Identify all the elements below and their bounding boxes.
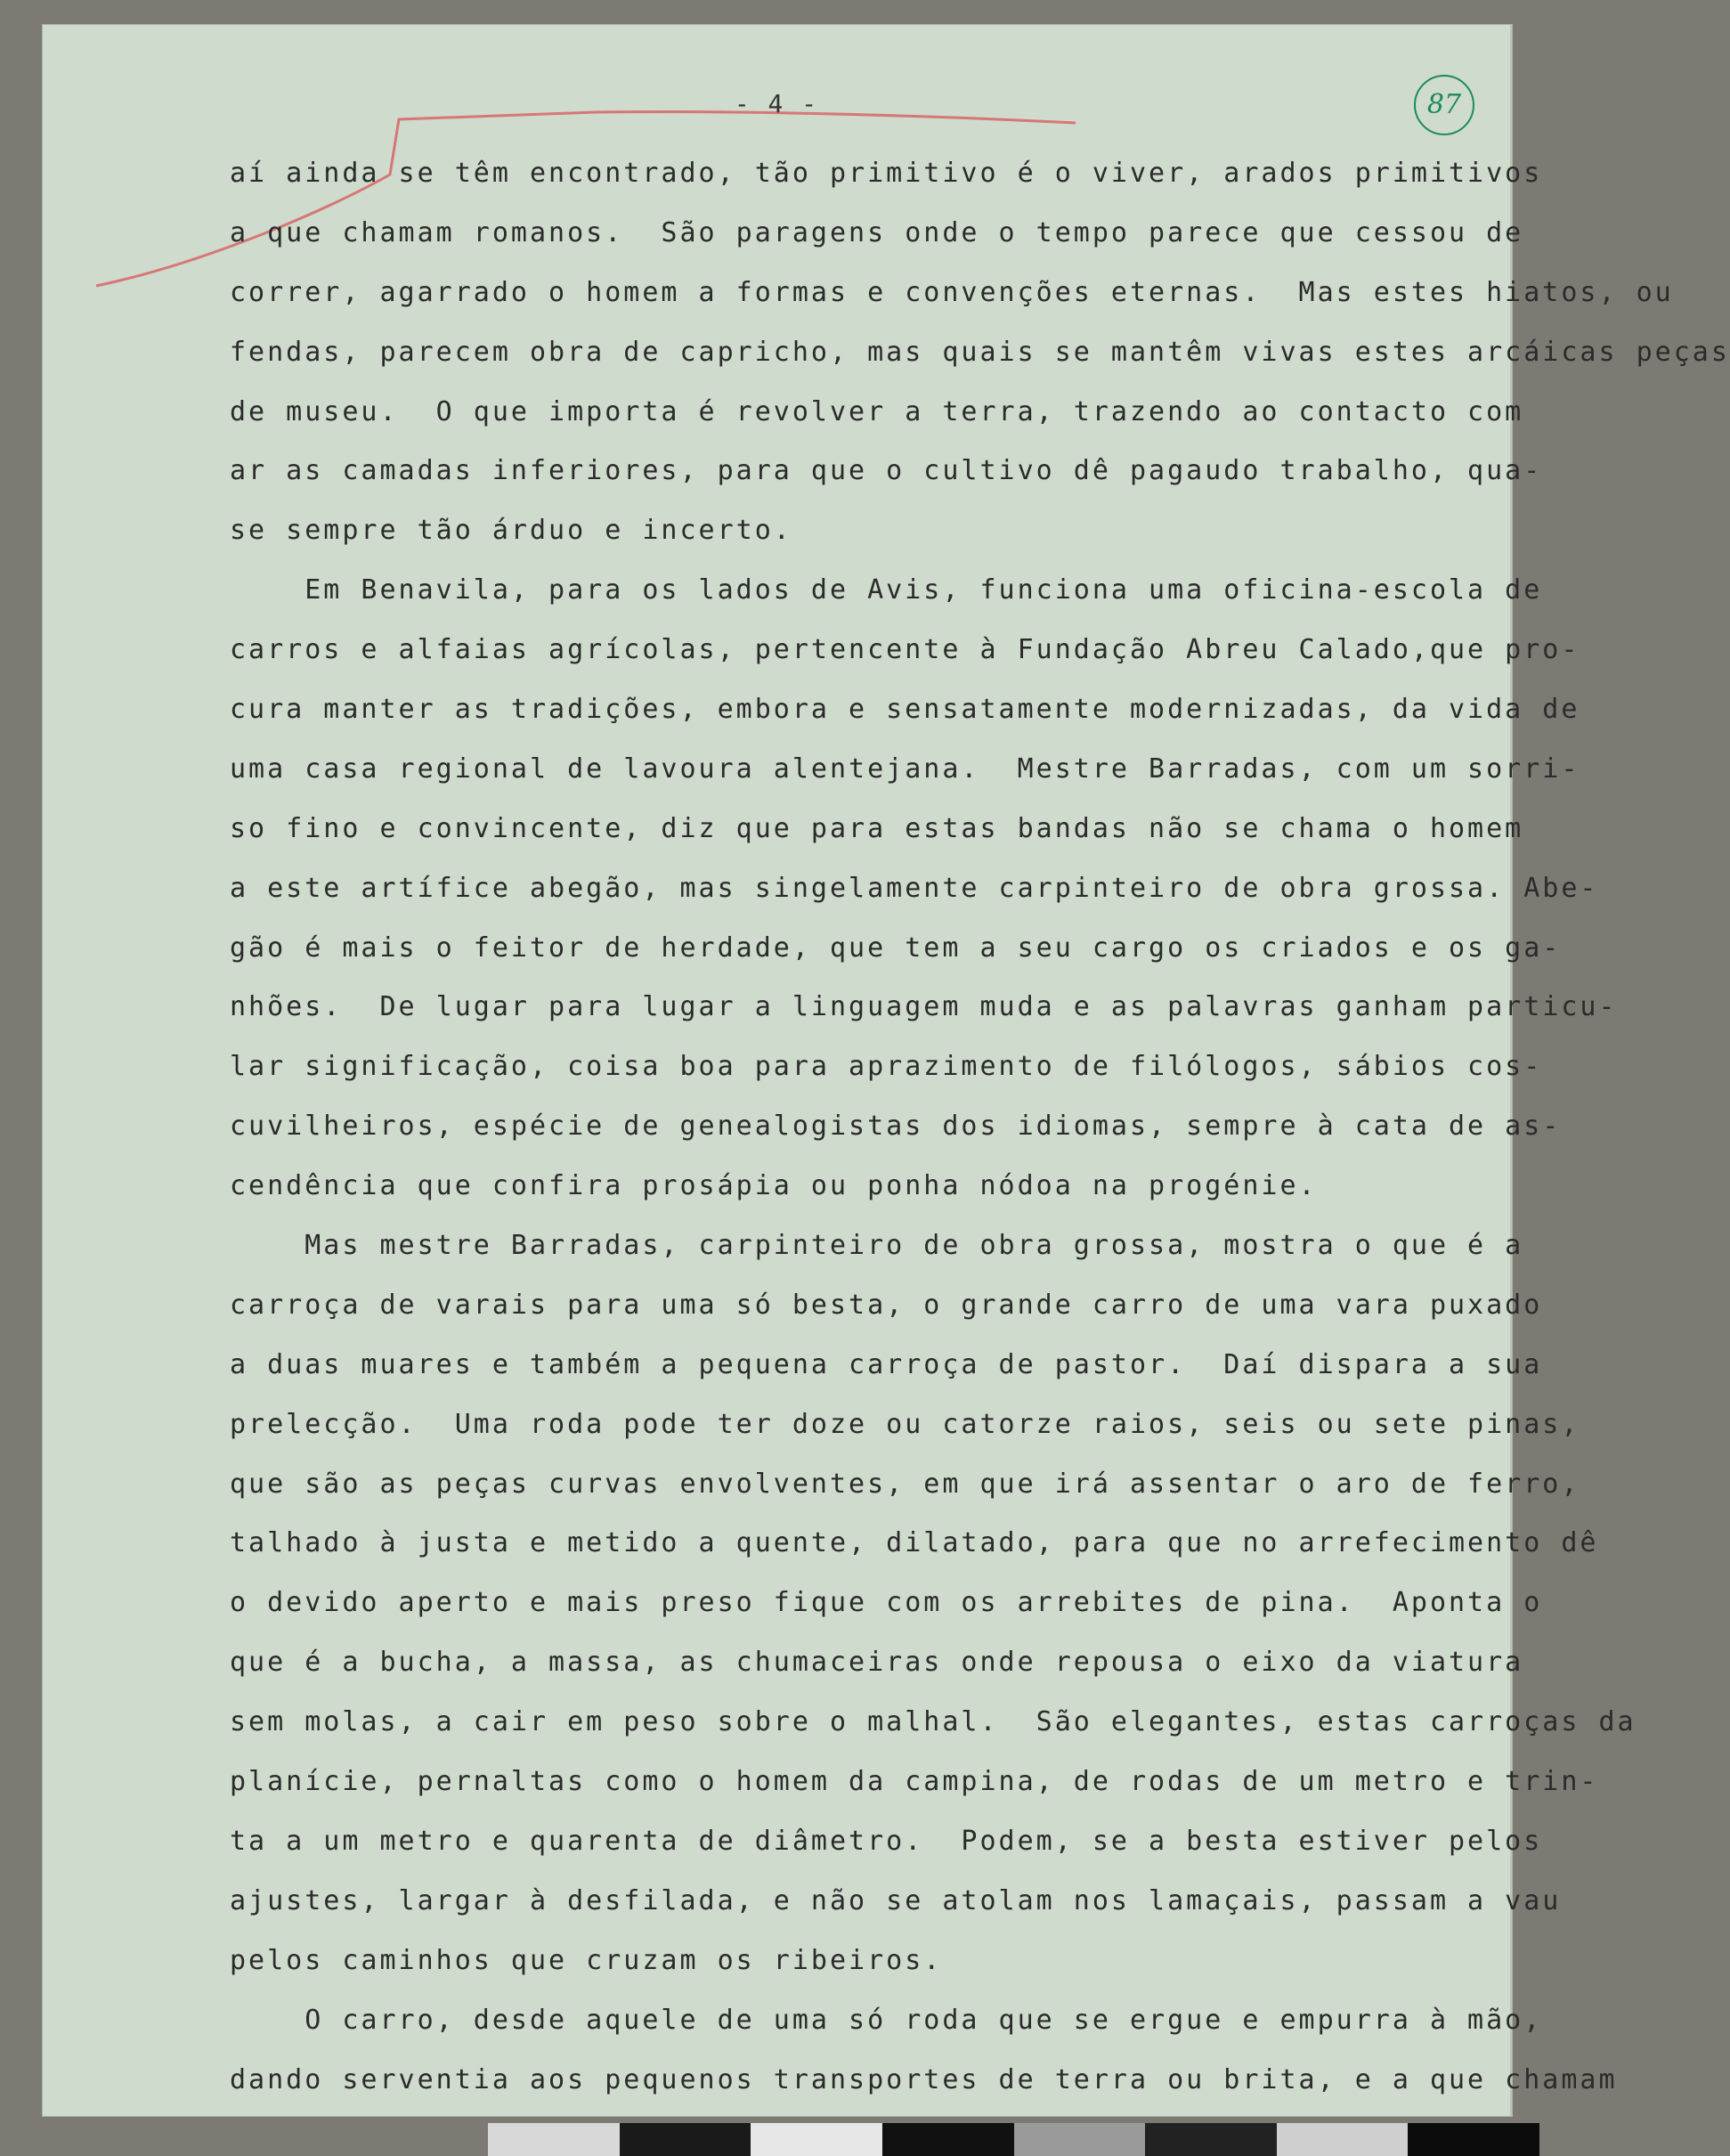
text-line: gão é mais o feitor de herdade, que tem a seu cargo os criados e os ga- <box>230 932 1562 964</box>
text-line: fendas, parecem obra de capricho, mas quais se mantêm vivas estes arcáicas peças <box>230 336 1730 368</box>
text-line: uma casa regional de lavoura alentejana. Mestre Barradas, com um sorri- <box>230 753 1580 785</box>
text-line: planície, pernaltas como o homem da campina, de rodas de um metro e trin- <box>230 1766 1599 1798</box>
text-line: ta a um metro e quarenta de diâmetro. Podem, se a besta estiver pelos <box>230 1825 1543 1857</box>
text-line: cuvilheiros, espécie de genealogistas dos idiomas, sempre à cata de as- <box>230 1111 1562 1143</box>
text-line: aí ainda se têm encontrado, tão primitivo é o viver, arados primitivos <box>230 158 1543 189</box>
text-line: ajustes, largar à desfilada, e não se atolam nos lamaçais, passam a vau <box>230 1884 1562 1916</box>
text-line: pelos caminhos que cruzam os ribeiros. <box>230 1944 943 1976</box>
text-line: se sempre tão árduo e incerto. <box>230 515 792 547</box>
text-line: que é a bucha, a massa, as chumaceiras onde repousa o eixo da viatura <box>230 1647 1524 1679</box>
body-text <box>230 144 1730 2110</box>
text-line: so fino e convincente, diz que para estas bandas não se chama o homem <box>230 812 1524 844</box>
text-line: cura manter as tradições, embora e sensatamente modernizadas, da vida de <box>230 694 1580 726</box>
text-line: carros e alfaias agrícolas, pertencente à Fundação Abreu Calado,que pro- <box>230 634 1580 666</box>
color-scale-ruler <box>488 2123 1539 2156</box>
text-line: Em Benavila, para os lados de Avis, funciona uma oficina-escola de <box>230 574 1543 606</box>
text-line: Mas mestre Barradas, carpinteiro de obra grossa, mostra o que é a <box>230 1230 1524 1262</box>
text-line: de museu. O que importa é revolver a terra, trazendo ao contacto com <box>230 395 1524 427</box>
text-line: correr, agarrado o homem a formas e convenções eternas. Mas estes hiatos, ou <box>230 276 1674 308</box>
text-line: carroça de varais para uma só besta, o grande carro de uma vara puxado <box>230 1289 1543 1321</box>
text-line: prelecção. Uma roda pode ter doze ou catorze raios, seis ou sete pinas, <box>230 1408 1580 1440</box>
text-line: lar significação, coisa boa para aprazimento de filólogos, sábios cos- <box>230 1051 1543 1083</box>
text-line: nhões. De lugar para lugar a linguagem muda e as palavras ganham particu- <box>230 991 1618 1023</box>
text-line: sem molas, a cair em peso sobre o malhal. São elegantes, estas carroças da <box>230 1706 1637 1738</box>
text-line: O carro, desde aquele de uma só roda que se ergue e empurra à mão, <box>230 2004 1543 2036</box>
text-line: a duas muares e também a pequena carroça de pastor. Daí dispara a sua <box>230 1348 1543 1380</box>
folio-number-circle: 87 <box>1414 75 1474 135</box>
typescript-page <box>43 25 1730 2116</box>
text-line: cendência que confira prosápia ou ponha nódoa na progénie. <box>230 1170 1318 1202</box>
text-line: ar as camadas inferiores, para que o cultivo dê pagaudo trabalho, qua- <box>230 455 1543 487</box>
text-line: a que chamam romanos. São paragens onde o tempo parece que cessou de <box>230 216 1524 248</box>
text-line: a este artífice abegão, mas singelamente carpinteiro de obra grossa. Abe- <box>230 872 1599 904</box>
text-line: dando serventia aos pequenos transportes de terra ou brita, e a que chamam <box>230 2063 1618 2095</box>
text-line: que são as peças curvas envolventes, em que irá assentar o aro de ferro, <box>230 1468 1580 1500</box>
page-number: - 4 - <box>734 89 819 118</box>
text-line: talhado à justa e metido a quente, dilatado, para que no arrefecimento dê <box>230 1527 1599 1559</box>
text-line: o devido aperto e mais preso fique com os arrebites de pina. Aponta o <box>230 1587 1543 1619</box>
